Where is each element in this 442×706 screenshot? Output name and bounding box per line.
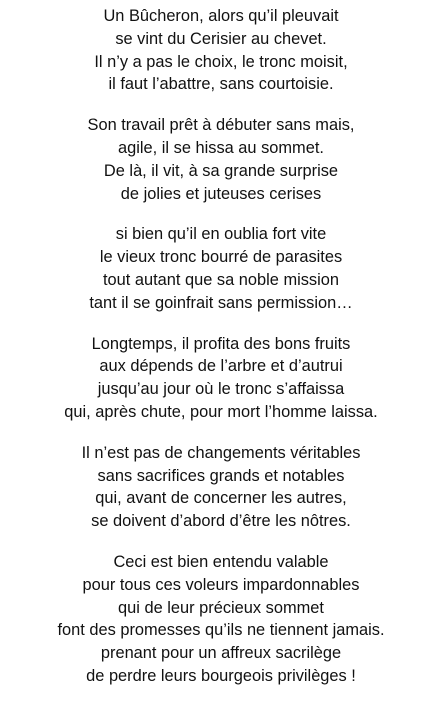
poem-line: prenant pour un affreux sacrilège — [100, 644, 342, 663]
poem-line: Un Bûcheron, alors qu’il pleuvait — [103, 7, 339, 25]
poem-line: Son travail prêt à débuter sans mais, — [87, 116, 355, 135]
stanza-2 — [0, 114, 442, 205]
poem-line: font des promesses qu’ils ne tiennent jamais. — [57, 621, 385, 640]
poem-line: le vieux tronc bourré de parasites — [99, 248, 343, 267]
poem-line: se vint du Cerisier au chevet. — [115, 29, 327, 48]
stanza-4 — [0, 333, 442, 424]
poem-line: aux dépends de l’arbre et d’autrui — [99, 357, 343, 376]
poem-line: il faut l’abattre, sans courtoisie. — [108, 75, 334, 94]
stanza-6 — [0, 551, 442, 688]
poem-line: sans sacrifices grands et notables — [97, 466, 345, 485]
poem-line: qui, avant de concerner les autres, — [95, 489, 347, 508]
stanza-3 — [0, 223, 442, 314]
poem-line: de jolies et juteuses cerises — [120, 184, 322, 203]
poem-line: Il n’est pas de changements véritables — [81, 443, 361, 462]
poem-line: qui, après chute, pour mort l’homme laissa. — [64, 402, 378, 421]
poem-line: jusqu’au jour où le tronc s’affaissa — [97, 380, 345, 399]
stanza-1 — [0, 5, 442, 96]
poem-line: se doivent d’abord d’être les nôtres. — [91, 512, 351, 531]
poem-line: Il n’y a pas le choix, le tronc moisit, — [94, 52, 348, 71]
poem-line: Longtemps, il profita des bons fruits — [91, 334, 351, 353]
poem-line: tout autant que sa noble mission — [103, 270, 339, 289]
stanza-5 — [0, 442, 442, 533]
poem-line: qui de leur précieux sommet — [118, 598, 324, 617]
poem-line: Ceci est bien entendu valable — [113, 552, 329, 571]
poem-line: pour tous ces voleurs impardonnables — [82, 575, 360, 594]
poem-line: De là, il vit, à sa grande surprise — [103, 161, 339, 180]
poem-line: de perdre leurs bourgeois privilèges ! — [86, 666, 356, 685]
poem — [0, 5, 442, 706]
poem-line: si bien qu’il en oublia fort vite — [115, 225, 327, 244]
poem-line: tant il se goinfrait sans permission… — [89, 293, 353, 312]
poem-line: agile, il se hissa au sommet. — [118, 138, 324, 157]
